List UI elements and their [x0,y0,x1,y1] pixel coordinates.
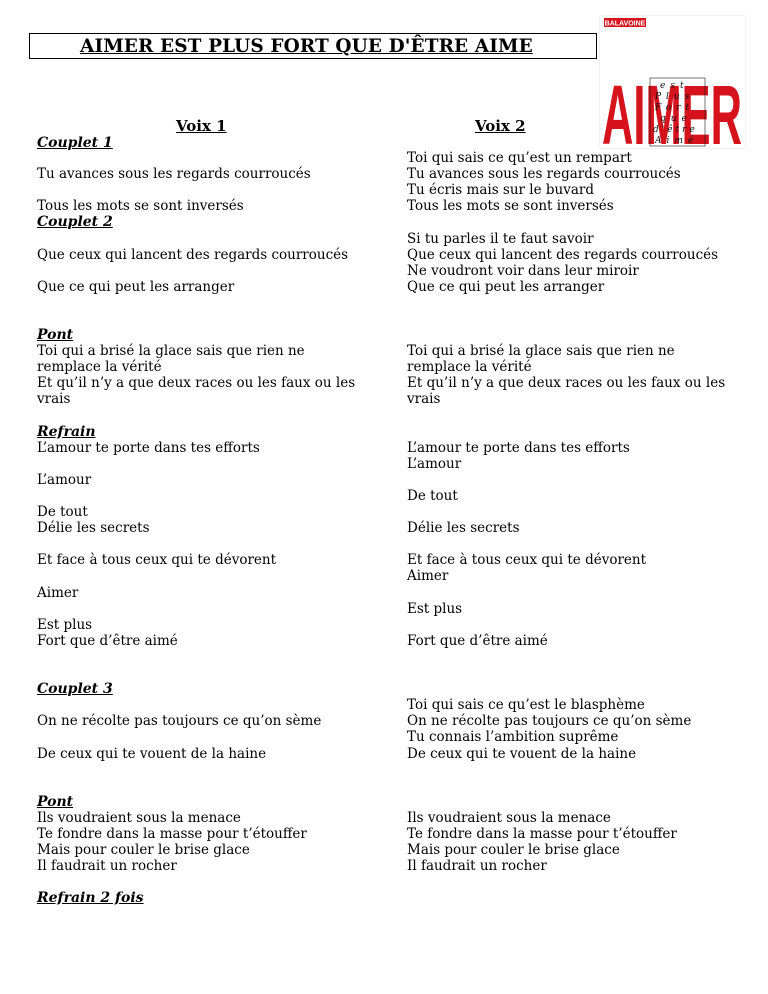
v1-couplet2-line: Que ce qui peut les arranger [37,279,235,295]
v1-couplet3-line: On ne récolte pas toujours ce qu’on sème [37,713,322,729]
v2-pont1-line: vrais [407,391,441,407]
v2-refrain-line: Et face à tous ceux qui te dévorent [407,552,647,568]
v1-pont2-line: Il faudrait un rocher [37,858,177,874]
v2-couplet3-line: De ceux qui te vouent de la haine [407,746,637,762]
v2-pont2-line: Ils voudraient sous la menace [407,810,611,826]
v2-refrain-line: L’amour [407,456,462,472]
subtitle-line-6: Aimé [655,136,699,146]
v2-couplet3-line: Toi qui sais ce qu’est le blasphème [407,697,645,713]
v2-couplet3-line: Tu connais l’ambition suprême [407,729,619,745]
couplet-1-label: Couplet 1 [37,135,113,151]
v1-pont1-line: vrais [37,391,71,407]
v1-refrain-line: L’amour te porte dans tes efforts [37,440,260,456]
v2-refrain-line: Fort que d’être aimé [407,633,548,649]
v2-couplet3-line: On ne récolte pas toujours ce qu’on sème [407,713,692,729]
v2-pont2-line: Il faudrait un rocher [407,858,547,874]
couplet-3-label: Couplet 3 [37,681,113,697]
v2-couplet1-line: Tu écris mais sur le buvard [407,182,594,198]
v2-refrain-line: L’amour te porte dans tes efforts [407,440,630,456]
v2-couplet2-line: Si tu parles il te faut savoir [407,231,594,247]
v2-refrain-line: Aimer [407,568,449,584]
refrain-2-fois-label: Refrain 2 fois [37,890,144,906]
subtitle-line-1: est [660,81,689,91]
v1-refrain-line: Délie les secrets [37,520,150,536]
voice-2-header: Voix 2 [475,117,526,135]
v2-refrain-line: De tout [407,488,458,504]
cover-word: AIMER [602,68,742,148]
v1-refrain-line: Et face à tous ceux qui te dévorent [37,552,277,568]
v2-refrain-line: Délie les secrets [407,520,520,536]
v2-refrain-line: Est plus [407,601,463,617]
v1-refrain-line: Fort que d’être aimé [37,633,178,649]
subtitle-line-3: Fort [655,103,695,113]
v1-refrain-line: De tout [37,504,88,520]
pont-2-label: Pont [37,794,74,810]
pont-1-label: Pont [37,327,74,343]
page-title: AIMER EST PLUS FORT QUE D'ÊTRE AIME [80,36,533,57]
artist-name: BALAVOINE [604,20,646,28]
v2-couplet2-line: Ne voudront voir dans leur miroir [407,263,639,279]
voice-1-header: Voix 1 [176,117,227,135]
subtitle-line-2: Plus [655,92,695,102]
album-cover [600,16,745,148]
v2-pont2-line: Te fondre dans la masse pour t’étouffer [407,826,677,842]
v2-couplet1-line: Tu avances sous les regards courroucés [407,166,681,182]
v2-pont1-line: Toi qui a brisé la glace sais que rien ne [407,343,675,359]
v1-couplet3-line: De ceux qui te vouent de la haine [37,746,267,762]
v2-couplet1-line: Toi qui sais ce qu’est un rempart [407,150,632,166]
v1-couplet1-line: Tu avances sous les regards courroucés [37,166,311,182]
v1-refrain-line: Est plus [37,617,93,633]
v2-couplet2-line: Que ce qui peut les arranger [407,279,605,295]
v1-couplet1-line: Tous les mots se sont inversés [37,198,244,214]
album-cover-art [600,16,745,148]
v1-couplet2-line: Que ceux qui lancent des regards courroucés [37,247,349,263]
v1-pont1-line: Et qu’il n’y a que deux races ou les faux ou les [37,375,356,391]
v1-refrain-line: L’amour [37,472,92,488]
v1-refrain-line: Aimer [37,585,79,601]
subtitle-line-5: d'être [653,125,698,135]
couplet-2-label: Couplet 2 [37,214,113,230]
v1-pont1-line: remplace la vérité [37,359,162,375]
v1-pont2-line: Ils voudraient sous la menace [37,810,241,826]
v2-pont1-line: Et qu’il n’y a que deux races ou les faux ou les [407,375,726,391]
v2-pont1-line: remplace la vérité [407,359,532,375]
v1-pont2-line: Mais pour couler le brise glace [37,842,250,858]
v2-pont2-line: Mais pour couler le brise glace [407,842,620,858]
subtitle-line-4: que [660,114,692,124]
refrain-label: Refrain [37,424,96,440]
v2-couplet1-line: Tous les mots se sont inversés [407,198,614,214]
v1-pont2-line: Te fondre dans la masse pour t’étouffer [37,826,307,842]
v1-pont1-line: Toi qui a brisé la glace sais que rien ne [37,343,305,359]
v2-couplet2-line: Que ceux qui lancent des regards courroucés [407,247,719,263]
